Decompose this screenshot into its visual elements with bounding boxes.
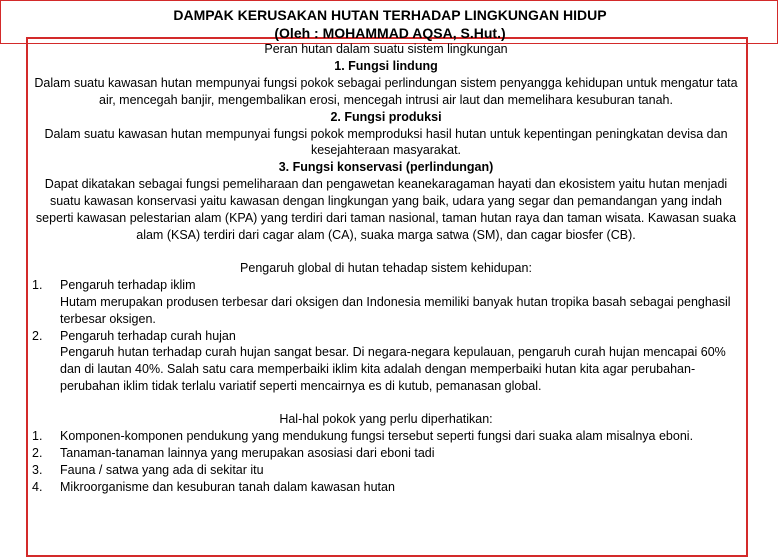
function-heading: 3. Fungsi konservasi (perlindungan) [278, 160, 494, 175]
intro-heading: Peran hutan dalam suatu sistem lingkungan [264, 42, 508, 56]
list-item-text: Mikroorganisme dan kesuburan tanah dalam kawasan hutan [60, 479, 395, 494]
list-number: 3. [32, 462, 43, 477]
global-heading: Pengaruh global di hutan tehadap sistem kehidupan: [240, 260, 532, 275]
function-heading: 2. Fungsi produksi [330, 109, 442, 124]
section-spacer [30, 395, 742, 411]
list-number: 4. [32, 479, 43, 494]
list-item-body [60, 277, 742, 328]
list-item [30, 479, 742, 496]
page-title: DAMPAK KERUSAKAN HUTAN TERHADAP LINGKUNGAN HIDUP [173, 7, 607, 23]
list-number: 2. [32, 445, 43, 460]
function-text: Dalam suatu kawasan hutan mempunyai fungsi pokok sebagai perlindungan sistem penyangga kehidupan untuk mengatur tata air, mencegah banjir, mengembalikan erosi, mencegah intrusi air laut dan memelihara kesuburan tanah. [34, 75, 738, 107]
list-item-text: Komponen-komponen pendukung yang mendukung fungsi tersebut seperti fungsi dari suaka alam misalnya eboni. [60, 429, 694, 444]
list-number: 2. [32, 328, 43, 343]
list-number: 1. [32, 429, 43, 444]
page-author: (Oleh : MOHAMMAD AQSA, S.Hut.) [274, 25, 506, 41]
global-influence-section [30, 260, 742, 395]
list-item [30, 462, 742, 479]
function-lindung [30, 58, 742, 109]
list-item-body [60, 328, 742, 396]
function-heading: 1. Fungsi lindung [334, 58, 438, 73]
list-item-text: Fauna / satwa yang ada di sekitar itu [60, 462, 264, 477]
function-text: Dapat dikatakan sebagai fungsi pemeliharaan dan pengawetan keanekaragaman hayati dan ekosistem yaitu hutan menjadi suatu kawasan konservasi yaitu kawasan dengan lingkungan yang baik, udara yang segar dan pemandangan yang indah seperti kawasan pelestarian alam (KPA) yang terdiri dari taman nasional, taman hutan raya dan taman wisata. Kawasan suaka alam (KSA) terdiri dari cagar alam (CA), suaka marga satwa (SM), dan cagar biosfer (CB). [35, 177, 737, 242]
points-heading: Hal-hal pokok yang perlu diperhatikan: [279, 412, 493, 427]
global-list [30, 277, 742, 395]
points-list [30, 428, 742, 496]
list-item [30, 445, 742, 462]
list-item-title: Pengaruh terhadap iklim [60, 277, 196, 292]
list-item [30, 277, 742, 328]
document-body [30, 41, 742, 496]
function-konservasi [30, 159, 742, 244]
list-item-text: Hutam merupakan produsen terbesar dari oksigen dan Indonesia memiliki banyak hutan tropika basah sebagai penghasil terbesar oksigen. [60, 294, 731, 326]
function-produksi [30, 109, 742, 160]
function-text: Dalam suatu kawasan hutan mempunyai fungsi pokok memproduksi hasil hutan untuk kepentingan peningkatan devisa dan kesejahteraan masyarakat. [44, 126, 728, 158]
list-item-text: Pengaruh hutan terhadap curah hujan sangat besar. Di negara-negara kepulauan, pengaruh curah hujan mencapai 60% dan di lautan 40%. Salah satu cara memperbaiki iklim kita adalah dengan memperbaiki hutan kita agar perubahan-perubahan iklim tidak terlalu variatif seperti mencairnya es di kutub, pemanasan global. [60, 345, 726, 394]
list-item-title: Pengaruh terhadap curah hujan [60, 328, 236, 343]
key-points-section [30, 411, 742, 496]
list-item [30, 428, 742, 445]
list-item [30, 328, 742, 396]
list-item-text: Tanaman-tanaman lainnya yang merupakan asosiasi dari eboni tadi [60, 445, 435, 460]
section-spacer [30, 244, 742, 260]
list-number: 1. [32, 277, 43, 292]
